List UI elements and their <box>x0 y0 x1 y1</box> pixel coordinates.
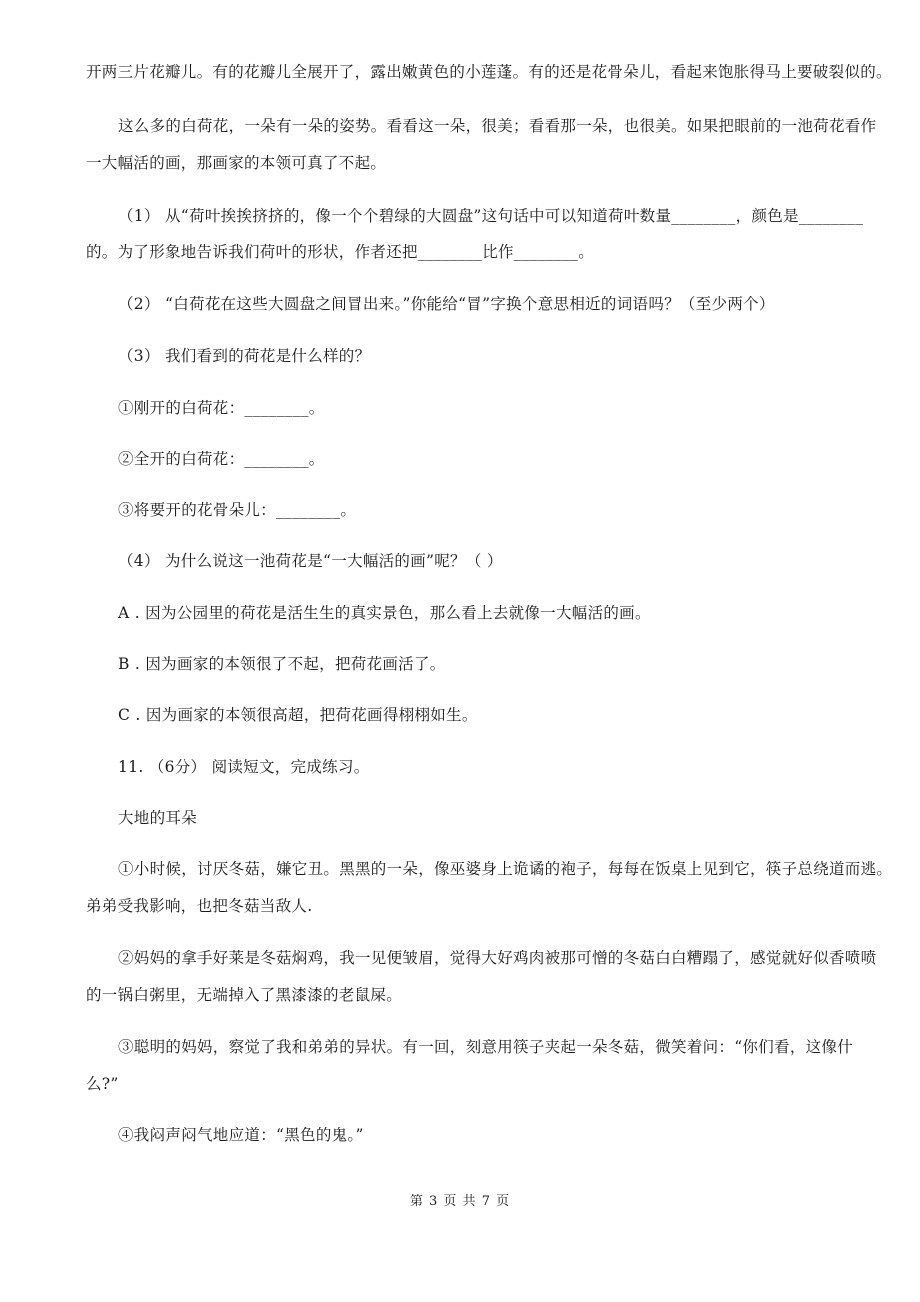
article-paragraph-line: 弟弟受我影响，也把冬菇当敌人. <box>86 897 313 915</box>
passage-continuation-line: 开两三片花瓣儿。有的花瓣儿全展开了，露出嫩黄色的小莲蓬。有的还是花骨朵儿，看起来饱胀得马上要破裂似的。 <box>86 63 892 81</box>
question-4: （4） 为什么说这一池荷花是“一大幅活的画”呢？（ ） <box>118 552 503 570</box>
question-1-line: 的。为了形象地告诉我们荷叶的形状，作者还把________比作________。 <box>86 243 595 261</box>
article-paragraph-line: ③聪明的妈妈，察觉了我和弟弟的异状。有一回，刻意用筷子夹起一朵冬菇，微笑着问：“你们看，这像什 <box>118 1038 854 1056</box>
article-paragraph-line: ④我闷声闷气地应道：“黑色的鬼。” <box>118 1126 364 1144</box>
passage-paragraph-line: 这么多的白荷花，一朵有一朵的姿势。看看这一朵，很美；看看那一朵，也很美。如果把眼前的一池荷花看作 <box>118 117 877 135</box>
question-4-option-c: C . 因为画家的本领很高超，把荷花画得栩栩如生。 <box>118 706 478 724</box>
article-paragraph-line: 么?” <box>86 1075 119 1093</box>
question-3-item: ②全开的白荷花：________。 <box>118 450 325 468</box>
article-paragraph-line: 的一锅白粥里，无端掉入了黑漆漆的老鼠屎。 <box>86 986 403 1004</box>
question-4-option-a: A . 因为公园里的荷花是活生生的真实景色，那么看上去就像一大幅活的画。 <box>118 604 651 622</box>
article-title: 大地的耳朵 <box>118 809 198 827</box>
question-3: （3） 我们看到的荷花是什么样的？ <box>118 347 371 365</box>
passage-paragraph-line: 一大幅活的画，那画家的本领可真了不起。 <box>86 154 387 172</box>
question-3-item: ①刚开的白荷花：________。 <box>118 399 325 417</box>
article-paragraph-line: ①小时候，讨厌冬菇，嫌它丑。黑黑的一朵，像巫婆身上诡谲的袍子，每每在饭桌上见到它，筷子总绕道而逃。 <box>118 860 893 878</box>
question-3-item: ③将要开的花骨朵儿：________。 <box>118 501 357 519</box>
question-1-line: （1） 从“荷叶挨挨挤挤的，像一个个碧绿的大圆盘”这句话中可以知道荷叶数量________，颜色是________ <box>118 207 864 225</box>
question-2: （2） “白荷花在这些大圆盘之间冒出来。”你能给“冒”字换个意思相近的词语吗？（至少两个） <box>118 295 775 313</box>
question-4-option-b: B . 因为画家的本领很了不起，把荷花画活了。 <box>118 655 446 673</box>
article-paragraph-line: ②妈妈的拿手好莱是冬菇焖鸡，我一见便皱眉，觉得大好鸡肉被那可憎的冬菇白白糟蹋了，感觉就好似香喷喷 <box>118 949 877 967</box>
question-11-heading: 11. （6分） 阅读短文，完成练习。 <box>118 758 370 776</box>
page-number-footer: 第 3 页 共 7 页 <box>409 1194 511 1209</box>
